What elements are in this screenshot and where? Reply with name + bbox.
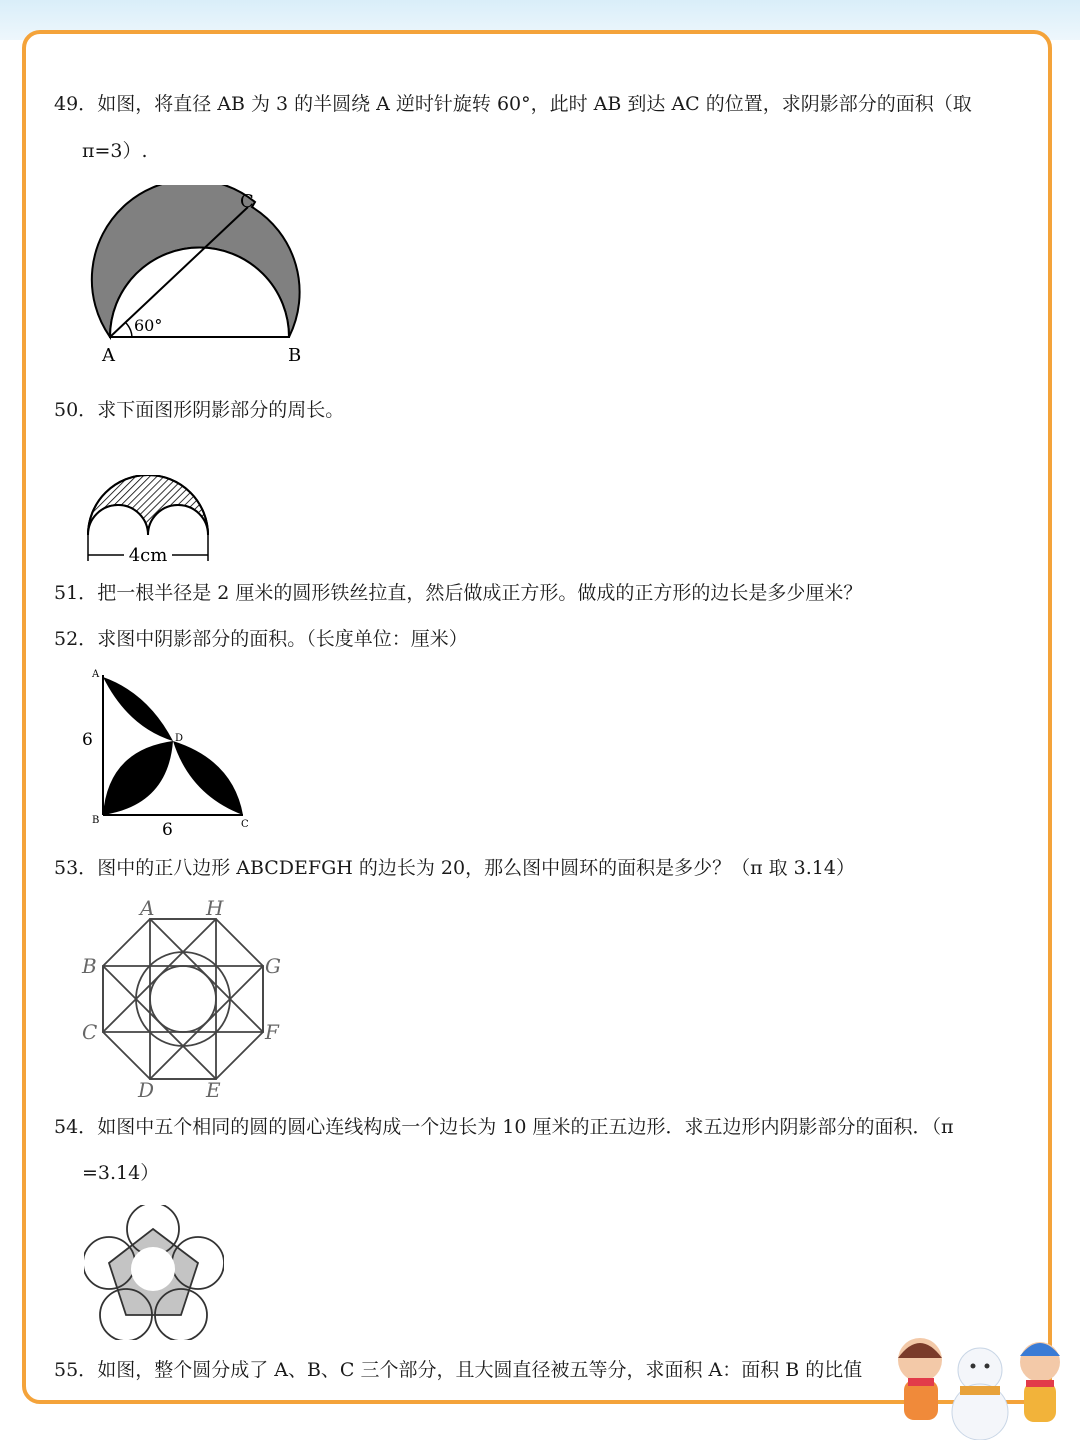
question-number: 52． — [54, 628, 98, 650]
question-number: 53． — [54, 857, 98, 879]
question-text: 如图中五个相同的圆的圆心连线构成一个边长为 10 厘米的正五边形．求五边形内阴影部分的面积．（π — [97, 1116, 954, 1138]
question-54-continued: =3.14） — [82, 1162, 160, 1184]
question-number: 51． — [54, 582, 98, 604]
vertex-label-g: G — [265, 954, 281, 978]
question-number: 54． — [54, 1116, 98, 1138]
figure-53-octagon-annulus — [78, 893, 293, 1105]
question-52 — [54, 625, 468, 653]
point-label-a: A — [92, 669, 100, 680]
question-text: 把一根半径是 2 厘米的圆形铁丝拉直，然后做成正方形。做成的正方形的边长是多少厘米？ — [97, 582, 863, 604]
question-number: 55． — [54, 1359, 98, 1381]
question-55 — [54, 1356, 862, 1384]
vertex-label-a: A — [140, 896, 155, 920]
question-51 — [54, 579, 862, 607]
point-label-d: D — [175, 733, 184, 744]
figure-50-semicircles — [80, 475, 220, 570]
question-text: 求下面图形阴影部分的周长。 — [97, 399, 345, 421]
figure-52-leaf-shapes — [78, 665, 258, 840]
dimension-label: 4cm — [128, 545, 168, 566]
question-54 — [54, 1113, 953, 1141]
question-text: 如图，整个圆分成了 A、B、C 三个部分，且大圆直径被五等分，求面积 A：面积 B 的比值 — [97, 1359, 863, 1381]
question-50 — [54, 396, 344, 424]
vertex-label-e: E — [206, 1078, 221, 1102]
side-length-bottom: 6 — [162, 820, 173, 840]
question-text: 如图，将直径 AB 为 3 的半圆绕 A 逆时针旋转 60°，此时 AB 到达 AC 的位置，求阴影部分的面积（取 — [97, 93, 972, 115]
question-49 — [54, 90, 972, 118]
figure-54-five-circles — [84, 1205, 224, 1340]
question-49-continued: π=3）. — [82, 140, 148, 162]
point-label-b: B — [92, 815, 100, 826]
vertex-label-d: D — [138, 1078, 155, 1102]
vertex-label-f: F — [265, 1020, 279, 1044]
question-text: 求图中阴影部分的面积。（长度单位：厘米） — [97, 628, 468, 650]
point-label-c: C — [241, 819, 249, 830]
vertex-label-c: C — [82, 1020, 98, 1044]
figure-49-rotated-semicircle — [80, 185, 320, 370]
vertex-label-h: H — [206, 896, 224, 920]
question-number: 50． — [54, 399, 98, 421]
angle-label: 60° — [134, 316, 163, 335]
side-length-left: 6 — [82, 730, 93, 750]
vertex-label-b: B — [82, 954, 97, 978]
question-number: 49． — [54, 93, 98, 115]
point-label-a: A — [102, 345, 115, 366]
winter-characters-illustration — [880, 1320, 1080, 1440]
point-label-c: C — [240, 191, 254, 212]
point-label-b: B — [288, 345, 302, 366]
question-53 — [54, 854, 855, 882]
question-text: 图中的正八边形 ABCDEFGH 的边长为 20，那么图中圆环的面积是多少？（π 取 3.14） — [97, 857, 855, 879]
